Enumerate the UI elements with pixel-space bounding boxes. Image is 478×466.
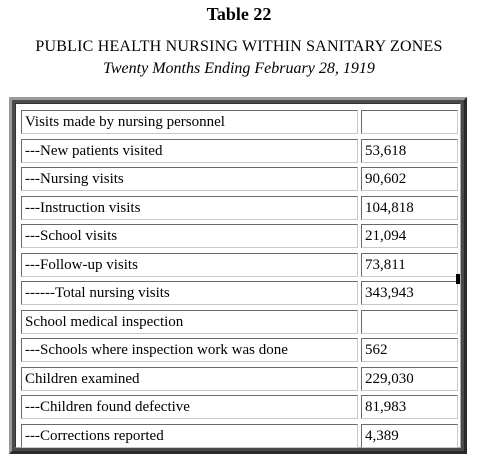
table-row <box>21 224 453 248</box>
row-value: 21,094 <box>361 224 458 248</box>
table-number: Table 22 <box>206 4 272 24</box>
row-value <box>361 310 458 334</box>
row-label: ---Instruction visits <box>21 196 358 220</box>
row-label: School medical inspection <box>21 310 358 334</box>
row-value: 104,818 <box>361 196 458 220</box>
row-label: ---Corrections reported <box>21 424 358 448</box>
table-row <box>21 139 453 163</box>
row-value: 90,602 <box>361 167 458 191</box>
row-label: ---Children found defective <box>21 395 358 419</box>
table-row <box>21 110 453 134</box>
row-label: ---Follow-up visits <box>21 253 358 277</box>
table-row <box>21 395 453 419</box>
row-label: ---School visits <box>21 224 358 248</box>
row-value: 73,811 <box>361 253 458 277</box>
table-row <box>21 196 453 220</box>
row-value: 562 <box>361 338 458 362</box>
row-value: 53,618 <box>361 139 458 163</box>
table-row <box>21 338 453 362</box>
row-label: ---Nursing visits <box>21 167 358 191</box>
table-title: PUBLIC HEALTH NURSING WITHIN SANITARY ZONES <box>35 38 443 55</box>
row-label: ---New patients visited <box>21 139 358 163</box>
resize-marker <box>456 274 460 284</box>
row-value: 4,389 <box>361 424 458 448</box>
row-value: 229,030 <box>361 367 458 391</box>
table-frame <box>9 97 467 454</box>
row-label: ---Schools where inspection work was done <box>21 338 358 362</box>
table-subtitle: Twenty Months Ending February 28, 1919 <box>103 60 375 77</box>
table-row <box>21 367 453 391</box>
row-label: Children examined <box>21 367 358 391</box>
table-row <box>21 253 453 277</box>
row-value <box>361 110 458 134</box>
table-row <box>21 424 453 448</box>
table-body <box>15 103 461 448</box>
row-value: 81,983 <box>361 395 458 419</box>
table-row <box>21 281 453 305</box>
row-label: ------Total nursing visits <box>21 281 358 305</box>
table-row <box>21 310 453 334</box>
row-value: 343,943 <box>361 281 458 305</box>
row-label: Visits made by nursing personnel <box>21 110 358 134</box>
table-row <box>21 167 453 191</box>
